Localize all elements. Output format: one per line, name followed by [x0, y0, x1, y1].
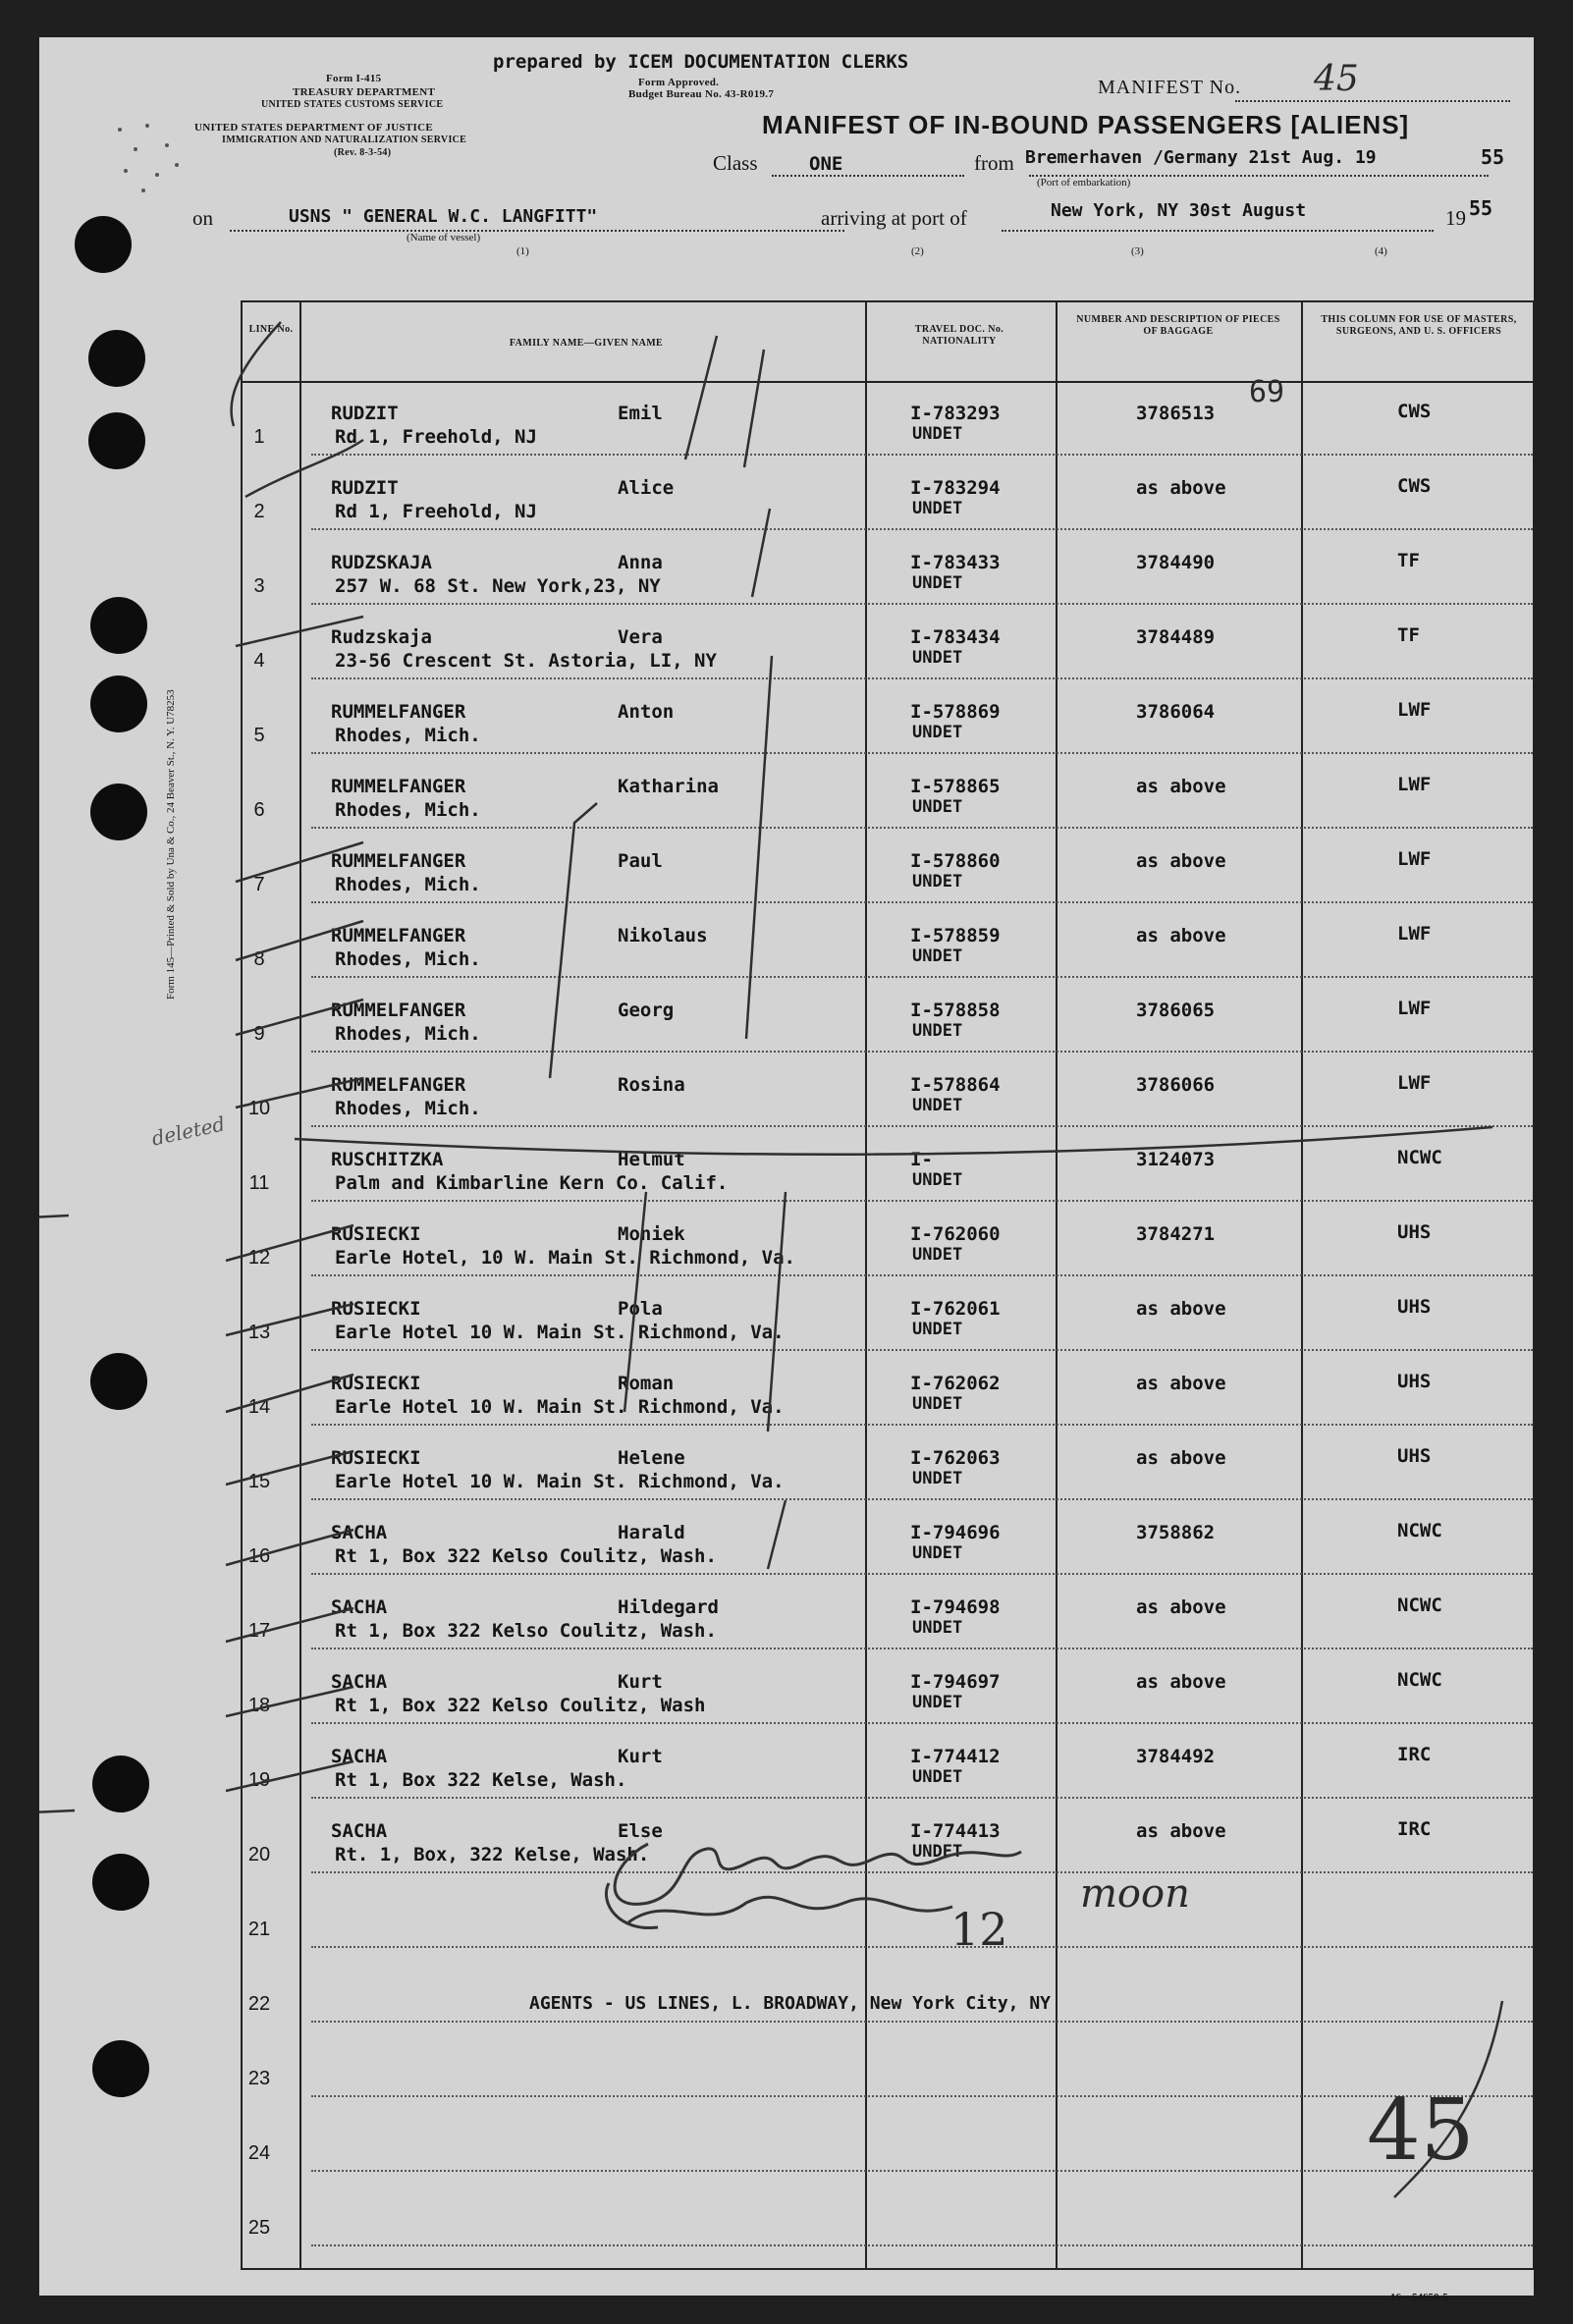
officer-initials: UHS	[1397, 1221, 1432, 1243]
baggage: as above	[1136, 776, 1226, 797]
class-value: ONE	[809, 153, 843, 175]
address: Rhodes, Mich.	[335, 725, 481, 746]
baggage: as above	[1136, 1671, 1226, 1693]
baggage: as above	[1136, 1820, 1226, 1842]
address: Rhodes, Mich.	[335, 948, 481, 970]
given-name: Rosina	[618, 1074, 685, 1096]
line-number: 18	[247, 1695, 271, 1716]
line-number: 7	[253, 874, 265, 895]
arriving-year-prefix: 19	[1445, 206, 1466, 230]
nationality: UNDET	[912, 1394, 963, 1414]
family-name: SACHA	[331, 1596, 388, 1618]
officer-initials: NCWC	[1397, 1669, 1442, 1691]
nationality: UNDET	[912, 424, 963, 444]
travel-doc-number: I-783293	[910, 403, 1001, 424]
nationality: UNDET	[912, 1469, 963, 1488]
port-embarkation-caption: (Port of embarkation)	[1037, 177, 1131, 189]
baggage: as above	[1136, 850, 1226, 872]
nationality: UNDET	[912, 573, 963, 593]
col-header-name: FAMILY NAME—GIVEN NAME	[509, 338, 664, 349]
col-header-officers: THIS COLUMN FOR USE OF MASTERS, SURGEONS, AND U. S. OFFICERS	[1321, 314, 1517, 337]
nationality: UNDET	[912, 723, 963, 742]
travel-doc-number: I-794697	[910, 1671, 1001, 1693]
nationality: UNDET	[912, 1021, 963, 1041]
given-name: Alice	[618, 477, 675, 499]
address: Rhodes, Mich.	[335, 874, 481, 895]
baggage: 3784489	[1136, 626, 1216, 648]
travel-doc-number: I-794698	[910, 1596, 1001, 1618]
given-name: Helmut	[618, 1149, 685, 1170]
line-number: 1	[253, 426, 265, 448]
on-label: on	[192, 206, 213, 230]
baggage: 3784490	[1136, 552, 1216, 573]
given-name: Anton	[618, 701, 675, 723]
col3-number: (3)	[1131, 245, 1144, 257]
address: Earle Hotel 10 W. Main St. Richmond, Va.	[335, 1322, 785, 1343]
nationality: UNDET	[912, 1245, 963, 1265]
line-number: 11	[248, 1172, 270, 1194]
handwritten-deleted-note: deleted	[149, 1111, 228, 1151]
from-year: 55	[1481, 145, 1505, 169]
check-strokes	[39, 37, 1534, 2296]
family-name: RUDZSKAJA	[331, 552, 432, 573]
nationality: UNDET	[912, 797, 963, 817]
travel-doc-number: I-774413	[910, 1820, 1001, 1842]
col1-number: (1)	[516, 245, 529, 257]
line-number: 10	[247, 1098, 271, 1119]
given-name: Kurt	[618, 1671, 663, 1693]
given-name: Katharina	[618, 776, 719, 797]
travel-doc-number: I-794696	[910, 1522, 1001, 1543]
officer-initials: NCWC	[1397, 1520, 1442, 1541]
baggage: 3784271	[1136, 1223, 1216, 1245]
line-number: 9	[253, 1023, 265, 1045]
family-name: SACHA	[331, 1671, 388, 1693]
travel-doc-number: I-783433	[910, 552, 1001, 573]
travel-doc-number: I-578859	[910, 925, 1001, 946]
baggage: as above	[1136, 1596, 1226, 1618]
baggage: 3786066	[1136, 1074, 1216, 1096]
given-name: Emil	[618, 403, 663, 424]
baggage: 3784492	[1136, 1746, 1216, 1767]
budget-bureau: Budget Bureau No. 43-R019.7	[628, 88, 775, 100]
officer-initials: CWS	[1397, 475, 1432, 497]
class-label: Class	[713, 151, 758, 175]
nationality: UNDET	[912, 1543, 963, 1563]
dept-justice: UNITED STATES DEPARTMENT OF JUSTICE	[194, 122, 433, 134]
vessel-caption: (Name of vessel)	[407, 232, 481, 243]
nationality: UNDET	[912, 946, 963, 966]
address: Earle Hotel, 10 W. Main St. Richmond, Va.	[335, 1247, 795, 1269]
dept-immigration: IMMIGRATION AND NATURALIZATION SERVICE	[222, 135, 467, 145]
officer-initials: TF	[1397, 624, 1420, 646]
given-name: Roman	[618, 1373, 675, 1394]
travel-doc-number: I-578869	[910, 701, 1001, 723]
given-name: Harald	[618, 1522, 685, 1543]
given-name: Helene	[618, 1447, 685, 1469]
address: Rhodes, Mich.	[335, 1098, 481, 1119]
line-number: 3	[253, 575, 265, 597]
officer-initials: LWF	[1397, 1072, 1432, 1094]
line-number: 19	[247, 1769, 271, 1791]
family-name: RUSCHITZKA	[331, 1149, 444, 1170]
baggage: 3786513	[1136, 403, 1216, 424]
travel-doc-number: I-	[910, 1149, 933, 1170]
manifest-no-label: MANIFEST No.	[1098, 77, 1242, 98]
from-label: from	[974, 151, 1014, 175]
travel-doc-number: I-774412	[910, 1746, 1001, 1767]
given-name: Moniek	[618, 1223, 685, 1245]
col2-number: (2)	[911, 245, 924, 257]
line-number: 21	[247, 1919, 271, 1940]
officer-initials: TF	[1397, 550, 1420, 571]
nationality: UNDET	[912, 1693, 963, 1712]
manifest-sheet	[39, 37, 1534, 2303]
handwritten-count: 12	[950, 1903, 1008, 1956]
family-name: SACHA	[331, 1746, 388, 1767]
line-number: 23	[247, 2068, 271, 2089]
family-name: SACHA	[331, 1820, 388, 1842]
baggage: 3786064	[1136, 701, 1216, 723]
given-name: Georg	[618, 1000, 675, 1021]
col-header-travel-doc: TRAVEL DOC. No. NATIONALITY	[914, 324, 1004, 347]
nationality: UNDET	[912, 1842, 963, 1862]
officer-initials: LWF	[1397, 774, 1432, 795]
line-number: 6	[253, 799, 265, 821]
travel-doc-number: I-578860	[910, 850, 1001, 872]
baggage: 3758862	[1136, 1522, 1216, 1543]
family-name: RUDZIT	[331, 403, 399, 424]
baggage: 3786065	[1136, 1000, 1216, 1021]
given-name: Else	[618, 1820, 663, 1842]
line-number: 17	[247, 1620, 271, 1642]
nationality: UNDET	[912, 1096, 963, 1115]
manifest-title: MANIFEST OF IN-BOUND PASSENGERS [ALIENS]	[762, 110, 1410, 139]
address: Rt 1, Box 322 Kelso Coulitz, Wash	[335, 1695, 706, 1716]
travel-doc-number: I-783294	[910, 477, 1001, 499]
given-name: Hildegard	[618, 1596, 719, 1618]
vessel-value: USNS " GENERAL W.C. LANGFITT"	[289, 206, 598, 227]
family-name: RUDZIT	[331, 477, 399, 499]
travel-doc-number: I-762062	[910, 1373, 1001, 1394]
family-name: Rudzskaja	[331, 626, 432, 648]
given-name: Vera	[618, 626, 663, 648]
address: Rd 1, Freehold, NJ	[335, 501, 537, 522]
handwritten-row1-mark: 69	[1249, 375, 1285, 409]
address: 257 W. 68 St. New York,23, NY	[335, 575, 661, 597]
side-printer-text: Form 145—Printed & Sold by Una & Co., 24 Beaver St., N. Y. U78253	[165, 689, 177, 1000]
family-name: RUMMELFANGER	[331, 1074, 466, 1096]
nationality: UNDET	[912, 648, 963, 668]
line-number: 2	[253, 501, 265, 522]
address: 23-56 Crescent St. Astoria, LI, NY	[335, 650, 717, 672]
form-number: Form I-415	[326, 73, 382, 84]
travel-doc-number: I-578865	[910, 776, 1001, 797]
nationality: UNDET	[912, 1320, 963, 1339]
travel-doc-number: I-762061	[910, 1298, 1001, 1320]
line-number: 14	[247, 1396, 271, 1418]
travel-doc-number: I-578864	[910, 1074, 1001, 1096]
travel-doc-number: I-578858	[910, 1000, 1001, 1021]
officer-initials: LWF	[1397, 848, 1432, 870]
officer-initials: UHS	[1397, 1296, 1432, 1318]
dept-customs: UNITED STATES CUSTOMS SERVICE	[261, 99, 444, 110]
line-number: 12	[247, 1247, 271, 1269]
arriving-value: New York, NY 30st August	[1051, 200, 1307, 221]
handwritten-page-total: 45	[1367, 2081, 1475, 2180]
officer-initials: LWF	[1397, 699, 1432, 721]
nationality: UNDET	[912, 1170, 963, 1190]
nationality: UNDET	[912, 1767, 963, 1787]
family-name: RUMMELFANGER	[331, 850, 466, 872]
nationality: UNDET	[912, 872, 963, 892]
travel-doc-number: I-762060	[910, 1223, 1001, 1245]
officer-initials: UHS	[1397, 1445, 1432, 1467]
from-value: Bremerhaven /Germany 21st Aug. 19	[1025, 147, 1377, 168]
footer-code: 16—54650-5	[1390, 2292, 1448, 2303]
line-number: 20	[247, 1844, 271, 1865]
address: Earle Hotel 10 W. Main St. Richmond, Va.	[335, 1396, 785, 1418]
baggage: as above	[1136, 1447, 1226, 1469]
travel-doc-number: I-783434	[910, 626, 1001, 648]
family-name: RUSIECKI	[331, 1373, 421, 1394]
baggage: as above	[1136, 925, 1226, 946]
officer-initials: UHS	[1397, 1371, 1432, 1392]
given-name: Kurt	[618, 1746, 663, 1767]
given-name: Pola	[618, 1298, 663, 1320]
officer-initials: CWS	[1397, 401, 1432, 422]
officer-initials: NCWC	[1397, 1147, 1442, 1168]
baggage: as above	[1136, 1373, 1226, 1394]
address: Earle Hotel 10 W. Main St. Richmond, Va.	[335, 1471, 785, 1492]
line-number: 16	[247, 1545, 271, 1567]
line-number: 13	[247, 1322, 271, 1343]
family-name: RUSIECKI	[331, 1447, 421, 1469]
baggage: 3124073	[1136, 1149, 1216, 1170]
family-name: RUSIECKI	[331, 1298, 421, 1320]
address: Rt 1, Box 322 Kelse, Wash.	[335, 1769, 627, 1791]
baggage: as above	[1136, 1298, 1226, 1320]
address: Rd 1, Freehold, NJ	[335, 426, 537, 448]
line-number: 8	[253, 948, 265, 970]
officer-initials: IRC	[1397, 1744, 1432, 1765]
address: Rt 1, Box 322 Kelso Coulitz, Wash.	[335, 1620, 717, 1642]
line-number: 15	[247, 1471, 271, 1492]
form-approved: Form Approved.	[638, 77, 720, 88]
address: Rhodes, Mich.	[335, 1023, 481, 1045]
family-name: SACHA	[331, 1522, 388, 1543]
prepared-by: prepared by ICEM DOCUMENTATION CLERKS	[493, 51, 909, 73]
rev-date: (Rev. 8-3-54)	[334, 147, 392, 158]
col-header-baggage: NUMBER AND DESCRIPTION OF PIECES OF BAGGAGE	[1076, 314, 1280, 337]
address: Rhodes, Mich.	[335, 799, 481, 821]
col4-number: (4)	[1375, 245, 1387, 257]
address: Palm and Kimbarline Kern Co. Calif.	[335, 1172, 729, 1194]
given-name: Paul	[618, 850, 663, 872]
arriving-year: 55	[1469, 196, 1493, 220]
line-number: 5	[253, 725, 265, 746]
family-name: RUMMELFANGER	[331, 1000, 466, 1021]
dept-treasury: TREASURY DEPARTMENT	[293, 86, 436, 98]
given-name: Anna	[618, 552, 663, 573]
family-name: RUMMELFANGER	[331, 701, 466, 723]
address: Rt 1, Box 322 Kelso Coulitz, Wash.	[335, 1545, 717, 1567]
family-name: RUSIECKI	[331, 1223, 421, 1245]
family-name: RUMMELFANGER	[331, 925, 466, 946]
given-name: Nikolaus	[618, 925, 708, 946]
manifest-no-value: 45	[1314, 59, 1359, 99]
nationality: UNDET	[912, 499, 963, 518]
line-number: 4	[253, 650, 265, 672]
baggage: as above	[1136, 477, 1226, 499]
address: Rt. 1, Box, 322 Kelse, Wash.	[335, 1844, 650, 1865]
travel-doc-number: I-762063	[910, 1447, 1001, 1469]
line-number: 25	[247, 2217, 271, 2239]
family-name: RUMMELFANGER	[331, 776, 466, 797]
arriving-label: arriving at port of	[821, 206, 967, 230]
line-number: 22	[247, 1993, 271, 2015]
handwritten-moon: moon	[1080, 1871, 1190, 1917]
officer-initials: LWF	[1397, 998, 1432, 1019]
line-number: 24	[247, 2142, 271, 2164]
officer-initials: IRC	[1397, 1818, 1432, 1840]
officer-initials: NCWC	[1397, 1594, 1442, 1616]
officer-initials: LWF	[1397, 923, 1432, 945]
col-header-line-no: LINE No.	[248, 324, 294, 335]
agents-line: AGENTS - US LINES, L. BROADWAY, New York City, NY	[529, 1993, 1052, 2014]
nationality: UNDET	[912, 1618, 963, 1638]
